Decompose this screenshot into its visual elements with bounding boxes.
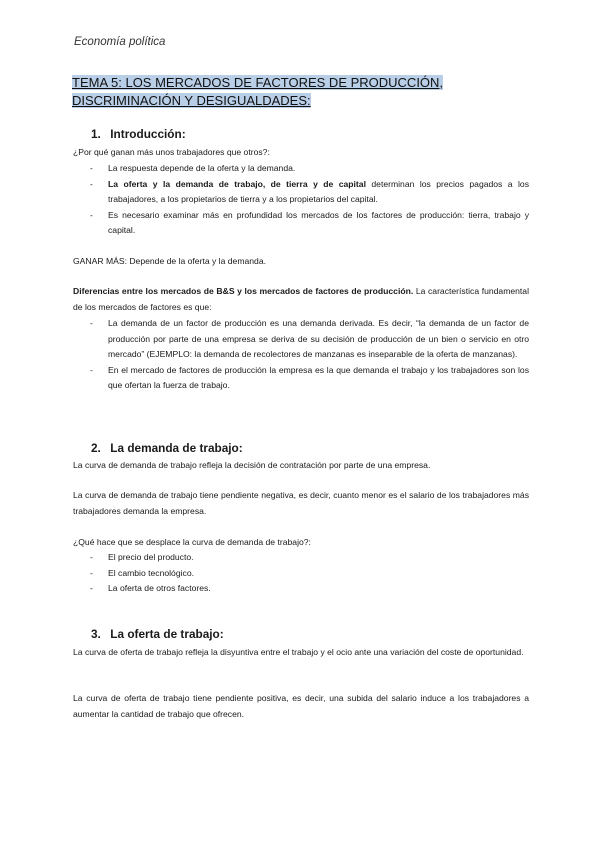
list-item: - La respuesta depende de la oferta y la demanda. (90, 161, 529, 177)
demand-shift-list (90, 550, 529, 597)
document-title (72, 74, 532, 110)
supply-paragraph-2: La curva de oferta de trabajo tiene pendiente positiva, es decir, una subida del salario induce a los trabajadores a aumentar la cantidad de trabajo que ofrecen. (73, 693, 529, 719)
list-item: - El cambio tecnológico. (90, 566, 529, 582)
demand-paragraph-1: La curva de demanda de trabajo refleja la decisión de contratación por parte de una empresa. (73, 460, 431, 470)
section-1-heading (91, 127, 186, 141)
intro-bullet-list (90, 161, 529, 239)
intro-question: ¿Por qué ganan más unos trabajadores que otros?: (73, 147, 270, 157)
list-item: - En el mercado de factores de producción la empresa es la que demanda el trabajo y los trabajadores son los que ofertan la fuerza de trabajo. (90, 363, 529, 394)
list-item: - La demanda de un factor de producción es una demanda derivada. Es decir, “la demanda de un factor de producción por parte de una empresa se deriva de su decisión de producción de un bien o servicio en otro mercado” (EJEMPLO: la demanda de recolectores de manzanas es inseparable de la oferta de manzanas). (90, 316, 529, 363)
demand-question: ¿Qué hace que se desplace la curva de demanda de trabajo?: (73, 537, 311, 547)
ganar-mas-paragraph: GANAR MÁS: Depende de la oferta y la demanda. (73, 256, 266, 266)
section-number: 3. (91, 627, 101, 641)
section-title: Introducción: (110, 127, 186, 141)
section-title: La oferta de trabajo: (110, 627, 224, 641)
section-3-heading (91, 627, 224, 641)
list-item: - La oferta y la demanda de trabajo, de tierra y de capital determinan los precios pagados a los trabajadores, a los propietarios de tierra y a los propietarios del capital. (90, 177, 529, 208)
list-item: - El precio del producto. (90, 550, 529, 566)
list-item: - Es necesario examinar más en profundidad los mercados de los factores de producción: tierra, trabajo y capital. (90, 208, 529, 239)
section-2-heading (91, 441, 243, 455)
section-number: 1. (91, 127, 101, 141)
page-header: Economía política (74, 36, 166, 48)
title-text: TEMA 5: LOS MERCADOS DE FACTORES DE PRODUCCIÓN, DISCRIMINACIÓN Y DESIGUALDADES: (72, 75, 444, 108)
list-item: - La oferta de otros factores. (90, 581, 529, 597)
supply-paragraph-1: La curva de oferta de trabajo refleja la disyuntiva entre el trabajo y el ocio ante una variación del coste de oportunidad. (73, 647, 524, 657)
differences-paragraph: Diferencias entre los mercados de B&S y los mercados de factores de producción. La característica fundamental de los mercados de factores es que: (73, 286, 529, 312)
section-number: 2. (91, 441, 101, 455)
demand-paragraph-2: La curva de demanda de trabajo tiene pendiente negativa, es decir, cuanto menor es el salario de los trabajadores más trabajadores demanda la empresa. (73, 490, 529, 516)
differences-bullet-list (90, 316, 529, 394)
section-title: La demanda de trabajo: (110, 441, 243, 455)
